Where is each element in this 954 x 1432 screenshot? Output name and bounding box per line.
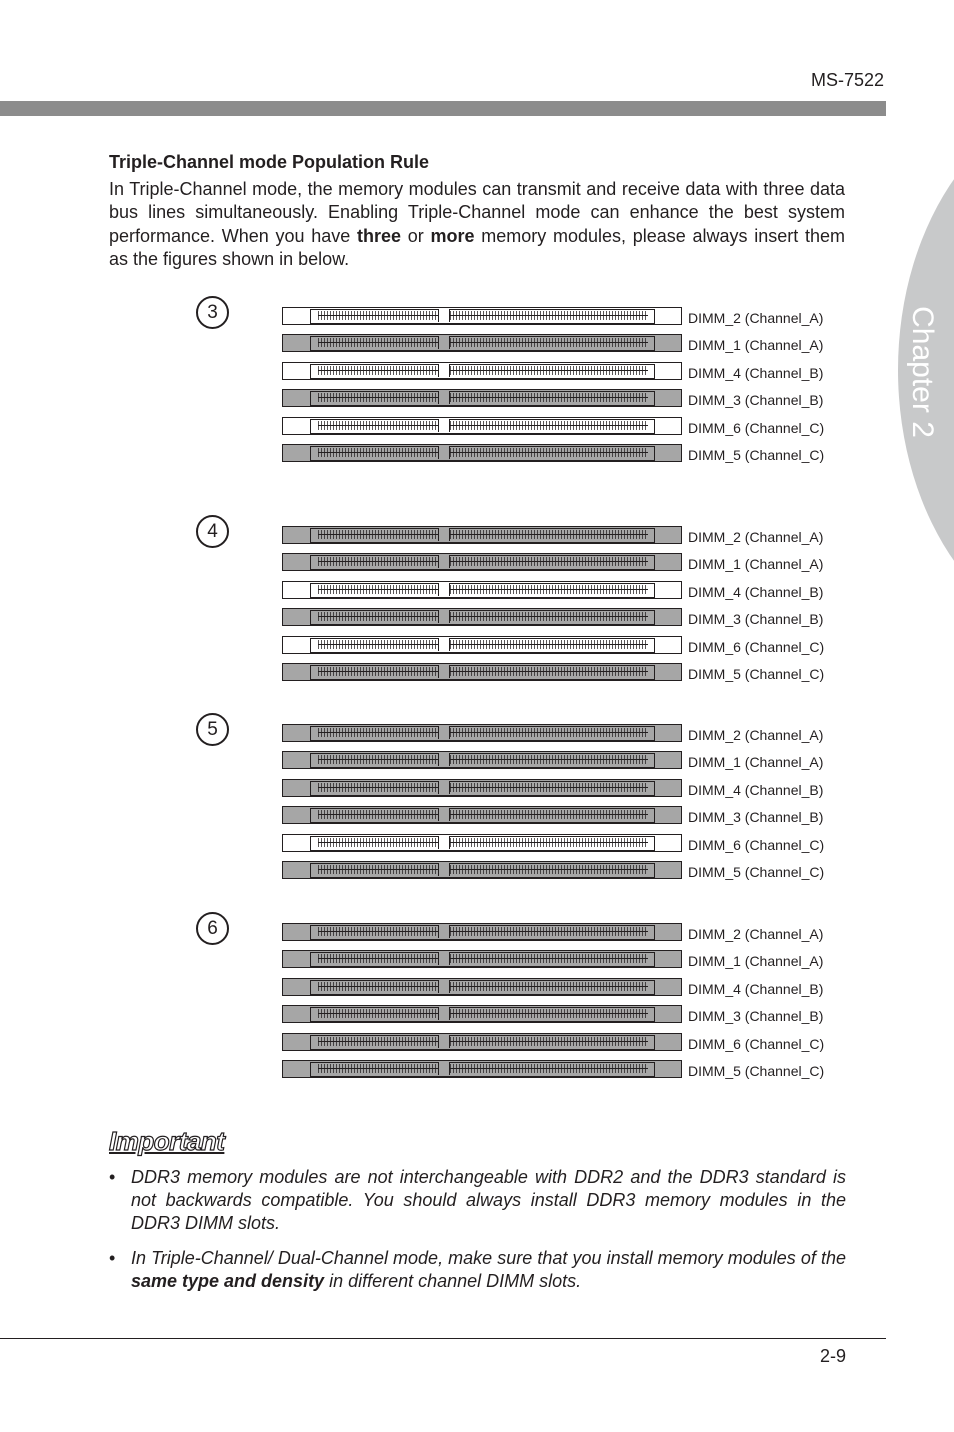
dimm-slot-label: DIMM_1 (Channel_A) <box>688 337 824 353</box>
figure-number-badge: 4 <box>196 515 229 548</box>
intro-text-2: or <box>401 225 431 246</box>
figure-3 <box>0 296 954 476</box>
slot-pin-line <box>318 315 648 316</box>
dimm-slot-label: DIMM_1 (Channel_A) <box>688 556 824 572</box>
note-1-text: DDR3 memory modules are not interchangeable with DDR2 and the DDR3 standard is not backwards compatible. You should always install DDR3 memory modules in the DDR3 DIMM slots. <box>131 1167 846 1233</box>
figure-number-badge: 5 <box>196 713 229 746</box>
note-item <box>109 1247 846 1293</box>
slot-key-notch <box>438 336 450 349</box>
slot-key-notch <box>438 309 450 322</box>
slot-pin-line <box>318 732 648 733</box>
slot-pin-line <box>318 1013 648 1014</box>
slot-pin-line <box>318 534 648 535</box>
dimm-slot <box>282 978 682 996</box>
slot-pin-line <box>318 958 648 959</box>
figure-4 <box>0 515 954 695</box>
dimm-slot <box>282 923 682 941</box>
page-number: 2-9 <box>819 1346 846 1366</box>
dimm-slot <box>282 389 682 407</box>
dimm-slot-label: DIMM_5 (Channel_C) <box>688 666 825 682</box>
figure-6 <box>0 912 954 1092</box>
slot-key-notch <box>438 980 450 993</box>
dimm-slot <box>282 608 682 626</box>
dimm-slot <box>282 663 682 681</box>
intro-bold-more: more <box>430 225 475 246</box>
note-item <box>109 1166 846 1235</box>
dimm-slot <box>282 636 682 654</box>
dimm-slot-label: DIMM_5 (Channel_C) <box>688 447 825 463</box>
dimm-slot <box>282 417 682 435</box>
dimm-slot-label: DIMM_6 (Channel_C) <box>688 639 825 655</box>
slot-key-notch <box>438 665 450 678</box>
dimm-slot <box>282 553 682 571</box>
slot-key-notch <box>438 1007 450 1020</box>
slot-pin-line <box>318 342 648 343</box>
dimm-slot <box>282 1033 682 1051</box>
dimm-slot-label: DIMM_1 (Channel_A) <box>688 953 824 969</box>
slot-key-notch <box>438 528 450 541</box>
dimm-slot-label: DIMM_2 (Channel_A) <box>688 727 824 743</box>
slot-pin-line <box>318 616 648 617</box>
slot-key-notch <box>438 836 450 849</box>
intro-bold-three: three <box>357 225 402 246</box>
dimm-slot <box>282 307 682 325</box>
slot-pin-line <box>318 1041 648 1042</box>
slot-pin-line <box>318 452 648 453</box>
dimm-slot-label: DIMM_2 (Channel_A) <box>688 529 824 545</box>
dimm-slot <box>282 834 682 852</box>
slot-pin-line <box>318 561 648 562</box>
slot-pin-line <box>318 370 648 371</box>
note-2-text-1: In Triple-Channel/ Dual-Channel mode, make sure that you install memory modules of the <box>131 1248 846 1268</box>
slot-key-notch <box>438 1035 450 1048</box>
dimm-slot <box>282 751 682 769</box>
slot-pin-line <box>318 986 648 987</box>
dimm-slot-label: DIMM_1 (Channel_A) <box>688 754 824 770</box>
dimm-slot <box>282 724 682 742</box>
dimm-slot-label: DIMM_4 (Channel_B) <box>688 365 824 381</box>
section-title: Triple-Channel mode Population Rule <box>109 152 430 172</box>
dimm-slot-label: DIMM_5 (Channel_C) <box>688 1063 825 1079</box>
slot-key-notch <box>438 364 450 377</box>
dimm-slot <box>282 861 682 879</box>
slot-key-notch <box>438 638 450 651</box>
bullet: • <box>109 1167 116 1187</box>
slot-key-notch <box>438 952 450 965</box>
note-2-text-2: in different channel DIMM slots. <box>324 1271 582 1291</box>
dimm-slot-label: DIMM_3 (Channel_B) <box>688 809 824 825</box>
slot-key-notch <box>438 446 450 459</box>
slot-key-notch <box>438 419 450 432</box>
dimm-slot <box>282 362 682 380</box>
important-heading: Important <box>109 1126 225 1156</box>
slot-pin-line <box>318 759 648 760</box>
dimm-slot <box>282 806 682 824</box>
slot-key-notch <box>438 583 450 596</box>
slot-pin-line <box>318 814 648 815</box>
slot-key-notch <box>438 925 450 938</box>
footer-rule <box>0 1338 886 1339</box>
dimm-slot-label: DIMM_3 (Channel_B) <box>688 611 824 627</box>
dimm-slot <box>282 444 682 462</box>
dimm-slot-label: DIMM_3 (Channel_B) <box>688 1008 824 1024</box>
note-2-bold: same type and density <box>131 1271 325 1291</box>
intro-paragraph <box>109 178 845 271</box>
header-bar <box>0 101 886 116</box>
dimm-slot <box>282 526 682 544</box>
dimm-slot-label: DIMM_6 (Channel_C) <box>688 1036 825 1052</box>
slot-pin-line <box>318 787 648 788</box>
dimm-slot <box>282 334 682 352</box>
slot-key-notch <box>438 610 450 623</box>
slot-key-notch <box>438 555 450 568</box>
figure-number-badge: 6 <box>196 912 229 945</box>
slot-pin-line <box>318 589 648 590</box>
slot-pin-line <box>318 931 648 932</box>
chapter-label: Chapter 2 <box>906 306 939 438</box>
dimm-slot-label: DIMM_5 (Channel_C) <box>688 864 825 880</box>
slot-key-notch <box>438 863 450 876</box>
figure-5 <box>0 713 954 893</box>
dimm-slot-label: DIMM_6 (Channel_C) <box>688 420 825 436</box>
slot-pin-line <box>318 425 648 426</box>
dimm-slot <box>282 581 682 599</box>
slot-pin-line <box>318 397 648 398</box>
dimm-slot-label: DIMM_3 (Channel_B) <box>688 392 824 408</box>
dimm-slot-label: DIMM_2 (Channel_A) <box>688 310 824 326</box>
slot-pin-line <box>318 869 648 870</box>
dimm-slot <box>282 950 682 968</box>
dimm-slot <box>282 1005 682 1023</box>
model-number: MS-7522 <box>810 70 884 90</box>
slot-pin-line <box>318 842 648 843</box>
slot-pin-line <box>318 644 648 645</box>
dimm-slot-label: DIMM_4 (Channel_B) <box>688 981 824 997</box>
slot-key-notch <box>438 391 450 404</box>
figure-number-badge: 3 <box>196 296 229 329</box>
intro-text-1: In Triple-Channel mode, the memory modules can transmit and receive data with three data bus lines simultaneously. Enabling Triple-Channel mode can enhance the best system performance. When you have <box>109 179 845 246</box>
dimm-slot-label: DIMM_6 (Channel_C) <box>688 837 825 853</box>
slot-key-notch <box>438 808 450 821</box>
bullet: • <box>109 1248 116 1268</box>
slot-pin-line <box>318 1068 648 1069</box>
slot-pin-line <box>318 671 648 672</box>
intro-text-3: memory modules, please always insert them as the figures shown in below. <box>109 225 845 269</box>
dimm-slot <box>282 1060 682 1078</box>
dimm-slot-label: DIMM_4 (Channel_B) <box>688 584 824 600</box>
slot-key-notch <box>438 753 450 766</box>
dimm-slot <box>282 779 682 797</box>
important-notes <box>109 1166 846 1305</box>
dimm-slot-label: DIMM_2 (Channel_A) <box>688 926 824 942</box>
slot-key-notch <box>438 1062 450 1075</box>
dimm-slot-label: DIMM_4 (Channel_B) <box>688 782 824 798</box>
slot-key-notch <box>438 781 450 794</box>
slot-key-notch <box>438 726 450 739</box>
